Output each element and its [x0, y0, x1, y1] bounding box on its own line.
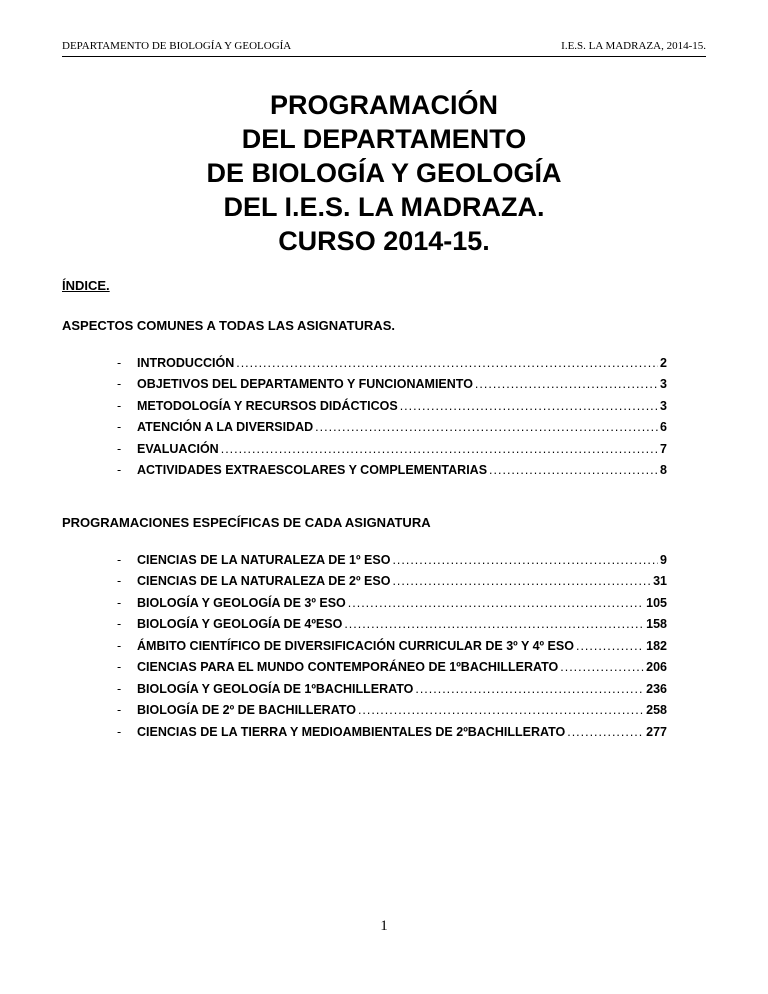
bullet-dash: - — [117, 552, 122, 567]
toc-page: 158 — [646, 617, 667, 632]
toc-entry[interactable] — [117, 721, 667, 743]
bullet-dash: - — [117, 377, 122, 392]
bullet-dash: - — [117, 595, 122, 610]
page-header — [62, 40, 706, 57]
toc-page: 277 — [646, 724, 667, 739]
dot-leader — [392, 574, 651, 588]
toc-page: 236 — [646, 681, 667, 696]
toc-entry[interactable] — [117, 417, 667, 439]
section2-toc — [117, 549, 667, 743]
toc-page: 2 — [660, 355, 667, 370]
document-title — [0, 88, 768, 258]
toc-page: 206 — [646, 660, 667, 675]
title-line: DEL I.E.S. LA MADRAZA. — [223, 192, 545, 222]
dot-leader — [489, 463, 658, 477]
dot-leader — [236, 356, 658, 370]
toc-page: 3 — [660, 398, 667, 413]
toc-label: BIOLOGÍA DE 2º DE BACHILLERATO — [137, 703, 356, 718]
dot-leader — [567, 725, 644, 739]
bullet-dash: - — [117, 398, 122, 413]
bullet-dash: - — [117, 724, 122, 739]
section2-heading: PROGRAMACIONES ESPECÍFICAS DE CADA ASIGNATURA — [62, 515, 431, 530]
toc-entry[interactable] — [117, 592, 667, 614]
toc-entry[interactable] — [117, 395, 667, 417]
section1-toc — [117, 352, 667, 481]
bullet-dash: - — [117, 463, 122, 478]
title-line: DE BIOLOGÍA Y GEOLOGÍA — [206, 158, 562, 188]
bullet-dash: - — [117, 420, 122, 435]
toc-label: BIOLOGÍA Y GEOLOGÍA DE 1ºBACHILLERATO — [137, 681, 414, 696]
bullet-dash: - — [117, 638, 122, 653]
title-line: PROGRAMACIÓN — [270, 90, 498, 120]
index-heading: ÍNDICE. — [62, 278, 110, 293]
toc-entry[interactable] — [117, 571, 667, 593]
header-left: DEPARTAMENTO DE BIOLOGÍA Y GEOLOGÍA — [62, 40, 292, 52]
dot-leader — [560, 660, 644, 674]
toc-label: CIENCIAS PARA EL MUNDO CONTEMPORÁNEO DE 1ºBACHILLERATO — [137, 660, 559, 675]
toc-entry[interactable] — [117, 700, 667, 722]
bullet-dash: - — [117, 681, 122, 696]
toc-label: BIOLOGÍA Y GEOLOGÍA DE 3º ESO — [137, 595, 346, 610]
bullet-dash: - — [117, 703, 122, 718]
page-number: 1 — [380, 918, 388, 934]
toc-label: ÁMBITO CIENTÍFICO DE DIVERSIFICACIÓN CURRICULAR DE 3º Y 4º ESO — [137, 638, 574, 653]
toc-label: CIENCIAS DE LA TIERRA Y MEDIOAMBIENTALES DE 2ºBACHILLERATO — [137, 724, 566, 739]
toc-label: INTRODUCCIÓN — [137, 355, 235, 370]
toc-entry[interactable] — [117, 438, 667, 460]
dot-leader — [315, 420, 658, 434]
toc-entry[interactable] — [117, 635, 667, 657]
bullet-dash: - — [117, 660, 122, 675]
toc-label: CIENCIAS DE LA NATURALEZA DE 1º ESO — [137, 552, 391, 567]
title-line: CURSO 2014-15. — [278, 226, 490, 256]
section1-heading: ASPECTOS COMUNES A TODAS LAS ASIGNATURAS. — [62, 318, 395, 333]
toc-page: 7 — [660, 441, 667, 456]
bullet-dash: - — [117, 441, 122, 456]
header-right: I.E.S. LA MADRAZA, 2014-15. — [561, 40, 706, 52]
toc-entry[interactable] — [117, 352, 667, 374]
toc-entry[interactable] — [117, 657, 667, 679]
toc-page: 3 — [660, 377, 667, 392]
toc-entry[interactable] — [117, 374, 667, 396]
toc-page: 6 — [660, 420, 667, 435]
dot-leader — [344, 617, 644, 631]
title-line: DEL DEPARTAMENTO — [241, 124, 527, 154]
toc-label: EVALUACIÓN — [137, 441, 219, 456]
dot-leader — [576, 639, 644, 653]
toc-label: OBJETIVOS DEL DEPARTAMENTO Y FUNCIONAMIENTO — [137, 377, 473, 392]
dot-leader — [221, 442, 658, 456]
dot-leader — [358, 703, 644, 717]
dot-leader — [415, 682, 644, 696]
toc-label: ATENCIÓN A LA DIVERSIDAD — [137, 420, 314, 435]
toc-entry[interactable] — [117, 549, 667, 571]
toc-page: 31 — [653, 574, 667, 589]
toc-entry[interactable] — [117, 614, 667, 636]
bullet-dash: - — [117, 355, 122, 370]
toc-page: 258 — [646, 703, 667, 718]
toc-label: CIENCIAS DE LA NATURALEZA DE 2º ESO — [137, 574, 391, 589]
toc-page: 9 — [660, 552, 667, 567]
toc-label: METODOLOGÍA Y RECURSOS DIDÁCTICOS — [137, 398, 398, 413]
bullet-dash: - — [117, 574, 122, 589]
toc-page: 105 — [646, 595, 667, 610]
dot-leader — [475, 377, 658, 391]
toc-entry[interactable] — [117, 678, 667, 700]
dot-leader — [392, 553, 658, 567]
toc-page: 182 — [646, 638, 667, 653]
dot-leader — [348, 596, 644, 610]
dot-leader — [400, 399, 658, 413]
toc-label: ACTIVIDADES EXTRAESCOLARES Y COMPLEMENTARIAS — [137, 463, 488, 478]
toc-entry[interactable] — [117, 460, 667, 482]
bullet-dash: - — [117, 617, 122, 632]
toc-page: 8 — [660, 463, 667, 478]
toc-label: BIOLOGÍA Y GEOLOGÍA DE 4ºESO — [137, 617, 343, 632]
